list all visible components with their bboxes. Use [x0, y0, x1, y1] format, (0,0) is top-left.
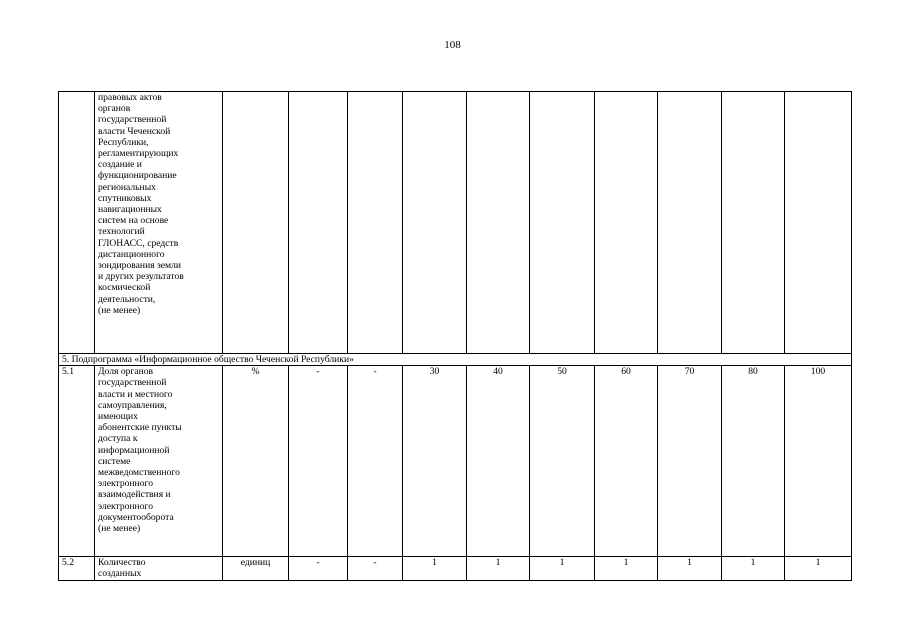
value-cell: 100 [785, 366, 852, 557]
value-cell [289, 92, 348, 354]
value-cell: 1 [467, 557, 530, 581]
value-cell [530, 92, 595, 354]
table-row [59, 557, 852, 581]
indicator-name-cell [95, 366, 223, 557]
value-cell [467, 92, 530, 354]
value-cell: 1 [658, 557, 722, 581]
value-cell: 40 [467, 366, 530, 557]
value-cell: 1 [595, 557, 658, 581]
value-cell: 1 [722, 557, 785, 581]
value-cell [658, 92, 722, 354]
value-cell [785, 92, 852, 354]
table-row-carryover [59, 92, 852, 354]
value-cell: 60 [595, 366, 658, 557]
unit-cell: единиц [223, 557, 289, 581]
table-row [59, 366, 852, 557]
indicator-name: Доля органов государственной власти и местного самоуправления, имеющих абонентские пункты доступа к информационной системе межведомственного электронного взаимодействия и электронного документооборота (не менее) [98, 366, 182, 535]
indicator-table [58, 91, 852, 581]
value-cell: 70 [658, 366, 722, 557]
value-cell: - [348, 366, 403, 557]
value-cell: - [289, 557, 348, 581]
section-header-row [59, 354, 852, 366]
value-cell: 1 [785, 557, 852, 581]
unit-cell: % [223, 366, 289, 557]
indicator-name: Количество созданных [98, 557, 146, 580]
value-cell: 1 [403, 557, 467, 581]
row-number-cell: 5.1 [59, 366, 95, 557]
value-cell: 80 [722, 366, 785, 557]
page-number: 108 [444, 39, 461, 51]
unit-cell [223, 92, 289, 354]
value-cell: - [289, 366, 348, 557]
indicator-name: правовых актов органов государственной власти Чеченской Республики, регламентирующих создание и функционирование региональных спутниковых навигационных систем на основе технологий ГЛОНАСС, средств дистанционного зондирования земли и других результатов космической деятельности, (не менее) [98, 92, 184, 316]
value-cell: 50 [530, 366, 595, 557]
indicator-name-cell [95, 557, 223, 581]
value-cell: - [348, 557, 403, 581]
row-number-cell: 5.2 [59, 557, 95, 581]
section-title: 5. Подпрограмма «Информационное общество Чеченской Республики» [59, 354, 852, 366]
value-cell: 1 [530, 557, 595, 581]
value-cell: 30 [403, 366, 467, 557]
indicator-name-cell [95, 92, 223, 354]
row-number-cell [59, 92, 95, 354]
value-cell [348, 92, 403, 354]
value-cell [403, 92, 467, 354]
value-cell [595, 92, 658, 354]
value-cell [722, 92, 785, 354]
